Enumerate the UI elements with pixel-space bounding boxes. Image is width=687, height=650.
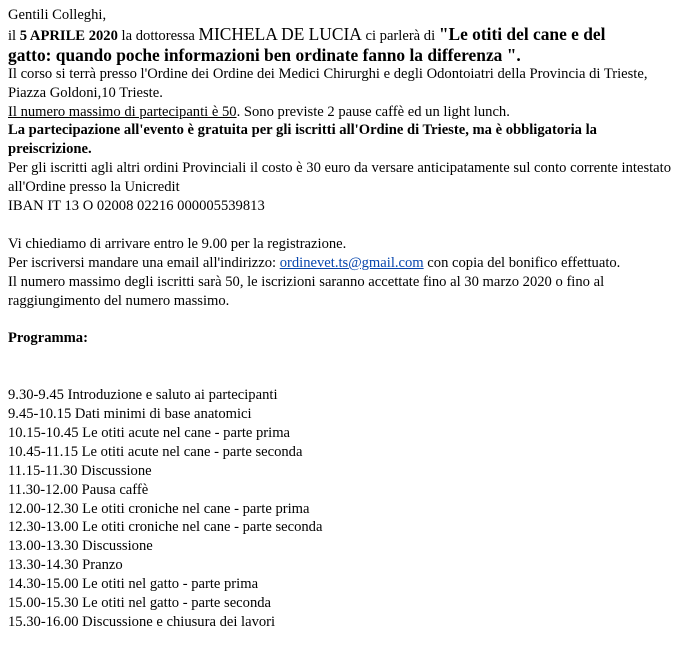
bank-line: all'Ordine presso la Unicredit	[8, 179, 180, 196]
preregistration: preiscrizione.	[8, 141, 92, 158]
programma-item: 9.45-10.15 Dati minimi di base anatomici	[8, 405, 252, 422]
greeting: Gentili Colleghi,	[8, 7, 107, 23]
spacer	[8, 367, 679, 386]
intro-text: la dottoressa	[117, 27, 199, 44]
signup-line	[8, 254, 679, 273]
signup-text: Per iscriversi mandare una email all'indirizzo:	[8, 254, 280, 271]
programma-list	[8, 386, 679, 632]
programma-item: 9.30-9.45 Introduzione e saluto ai partecipanti	[8, 387, 278, 404]
spacer	[8, 310, 679, 329]
cost-line: Per gli iscritti agli altri ordini Provinciali il costo è 30 euro da versare anticipatamente sul conto corrente intestato	[8, 160, 672, 177]
venue-line: Il corso si terrà presso l'Ordine dei Ordine dei Medici Chirurghi e degli Odontoiatri della Provincia di Trieste,	[8, 65, 648, 82]
speaker-name: MICHELA DE LUCIA	[198, 23, 362, 44]
programma-heading: Programma:	[8, 330, 88, 347]
course-title-part2: gatto: quando poche informazioni ben ordinate fanno la differenza ".	[8, 44, 521, 65]
programma-item: 11.30-12.00 Pausa caffè	[8, 481, 149, 498]
programma-item: 10.45-11.15 Le otiti acute nel cane - parte seconda	[8, 443, 303, 460]
programma-item: 13.00-13.30 Discussione	[8, 538, 153, 555]
event-date: 5 APRILE 2020	[19, 27, 118, 44]
venue-address: Piazza Goldoni,10 Trieste.	[8, 84, 163, 101]
programma-item: 14.30-15.00 Le otiti nel gatto - parte prima	[8, 576, 259, 593]
participants-rest: . Sono previste 2 pause caffè ed un light lunch.	[236, 103, 510, 120]
programma-item: 13.30-14.30 Pranzo	[8, 557, 123, 574]
programma-item: 15.30-16.00 Discussione e chiusura dei lavori	[8, 613, 276, 630]
participants-line	[8, 103, 679, 122]
spacer	[8, 216, 679, 235]
programma-item: 15.00-15.30 Le otiti nel gatto - parte seconda	[8, 595, 272, 612]
programma-item: 12.00-12.30 Le otiti croniche nel cane - parte prima	[8, 500, 310, 517]
programma-item: 12.30-13.00 Le otiti croniche nel cane - parte seconda	[8, 519, 323, 536]
intro-text: ci parlerà di	[361, 27, 439, 44]
programma-item: 10.15-10.45 Le otiti acute nel cane - parte prima	[8, 424, 291, 441]
iban: IBAN IT 13 O 02008 02216 000005539813	[8, 198, 265, 215]
free-participation-line: La partecipazione all'evento è gratuita per gli iscritti all'Ordine di Trieste, ma è obbligatoria la	[8, 122, 597, 139]
max-signups-line: Il numero massimo degli iscritti sarà 50, le iscrizioni saranno accettate fino al 30 marzo 2020 o fino al	[8, 273, 605, 290]
max-participants: Il numero massimo di partecipanti è 50	[8, 103, 237, 120]
programma-item: 11.15-11.30 Discussione	[8, 462, 152, 479]
arrival-note: Vi chiediamo di arrivare entro le 9.00 per la registrazione.	[8, 235, 347, 252]
course-title-part1: "Le otiti del cane e del	[438, 23, 606, 44]
max-signups-line-2: raggiungimento del numero massimo.	[8, 292, 230, 309]
intro-line	[8, 25, 679, 46]
spacer	[8, 348, 679, 367]
email-link[interactable]: ordinevet.ts@gmail.com	[279, 254, 424, 271]
signup-text: con copia del bonifico effettuato.	[423, 254, 621, 271]
intro-text: il	[8, 27, 20, 44]
